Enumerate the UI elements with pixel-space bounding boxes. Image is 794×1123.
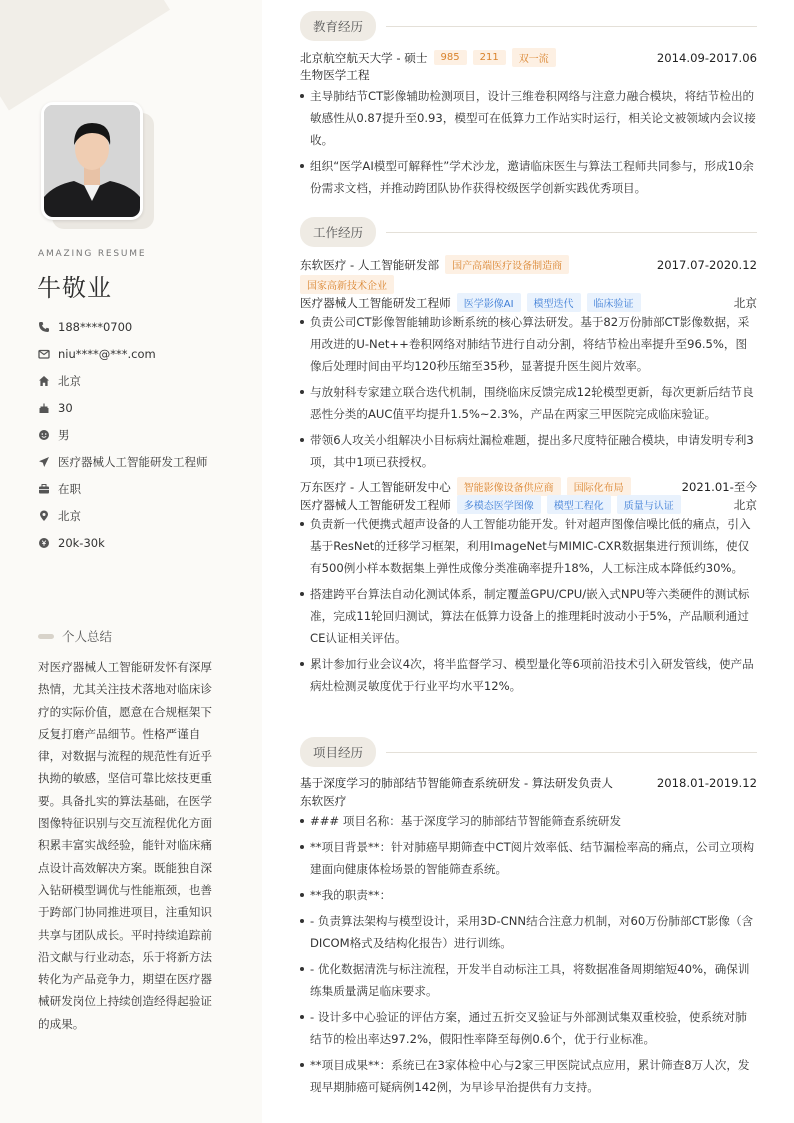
sidebar (0, 0, 262, 1123)
summary-title: 个人总结 (62, 629, 113, 644)
work-section-heading (300, 217, 757, 247)
portrait-image (44, 105, 140, 217)
projects-section-heading (300, 737, 757, 767)
job-1-bullet: 带领6人攻关小组解决小目标病灶漏检难题，提出多尺度特征融合模块，申请发明专利3项，其中1项已获授权。 (300, 429, 757, 473)
info-salary (38, 529, 208, 556)
job-1-bullet: 负责公司CT影像智能辅助诊断系统的核心算法研发。基于82万份肺部CT影像数据，采用改进的U-Net++卷积网络对肺结节进行自动分割，将结节检出率提升至96.5%，图像后处理时间由平均120秒压缩至35秒，显著提升医生阅片效率。 (300, 311, 757, 377)
education-bullets (300, 85, 757, 203)
job-1-role-tag: 医学影像AI (457, 293, 521, 312)
job-2-company: 万东医疗 - 人工智能研发中心 (300, 479, 451, 494)
mail-icon (38, 348, 50, 360)
project-org-row (300, 793, 757, 809)
cake-icon (38, 402, 50, 414)
education-section-title: 教育经历 (300, 11, 376, 41)
job-2-city: 北京 (733, 497, 757, 512)
summary-heading-bar (38, 634, 54, 639)
location-pin-icon (38, 510, 50, 522)
job-1-role: 医疗器械人工智能研发工程师 (300, 295, 451, 310)
job-1-company-tag: 国产高端医疗设备制造商 (445, 255, 569, 274)
section-divider (386, 26, 757, 27)
gender-icon (38, 429, 50, 441)
education-major-row (300, 67, 757, 83)
job-2-bullet: 累计参加行业会议4次，将半监督学习、模型量化等6项前沿技术引入研发管线，使产品病灶检测灵敏度优于行业平均水平12%。 (300, 653, 757, 697)
job-2-role-tag: 模型工程化 (547, 495, 611, 514)
project-bullet: **项目成果**：系统已在3家体检中心与2家三甲医院试点应用，累计筛查8万人次，发现早期肺癌可疑病例142例，为早诊早治提供有力支持。 (300, 1054, 757, 1098)
job-1-bullet: 与放射科专家建立联合迭代机制，围绕临床反馈完成12轮模型更新，每次更新后结节良恶性分类的AUC值平均提升1.5%~2.3%，产品在两家三甲医院完成临床验证。 (300, 381, 757, 425)
project-name: 基于深度学习的肺部结节智能筛查系统研发 - 算法研发负责人 (300, 776, 613, 790)
job-2-bullet: 负责新一代便携式超声设备的人工智能功能开发。针对超声图像信噪比低的痛点，引入基于ResNet的迁移学习框架，利用ImageNet与MIMIC-CXR数据集进行预训练，使仅有500例小样本数据集上弹性成像分类准确率提升18%，人工标注成本降低约30%。 (300, 513, 757, 579)
info-gender-text: 男 (58, 427, 70, 442)
info-status (38, 475, 208, 502)
job-1-role-row (300, 293, 757, 312)
info-target-city-text: 北京 (58, 508, 81, 523)
project-bullet: **我的职责**： (300, 884, 757, 906)
education-major: 生物医学工程 (300, 68, 370, 82)
job-2-role-tag: 质量与认证 (617, 495, 681, 514)
job-2-role-tag: 多模态医学图像 (457, 495, 541, 514)
profile-photo (41, 102, 143, 220)
job-2-role-row (300, 495, 757, 514)
project-bullet: ### 项目名称：基于深度学习的肺部结节智能筛查系统研发 (300, 810, 757, 832)
info-status-text: 在职 (58, 481, 81, 496)
info-target-city (38, 502, 208, 529)
job-2-role: 医疗器械人工智能研发工程师 (300, 497, 451, 512)
project-bullet: **项目背景**：针对肺癌早期筛查中CT阅片效率低、结节漏检率高的痛点，公司立项构建面向健康体检场景的智能筛查系统。 (300, 836, 757, 880)
job-1-company-tag-row (300, 275, 757, 294)
info-phone-text: 188****0700 (58, 319, 133, 334)
education-period: 2014.09-2017.06 (656, 50, 757, 65)
job-2-period: 2021.01-至今 (681, 479, 757, 494)
project-bullet: - 设计多中心验证的评估方案，通过五折交叉验证与外部测试集双重校验，使系统对肺结节的检出率达97.2%，假阳性率降至每例0.6个，优于行业标准。 (300, 1006, 757, 1050)
projects-section-title: 项目经历 (300, 737, 376, 767)
project-bullets (300, 810, 757, 1102)
info-residence (38, 367, 208, 394)
info-target-position-text: 医疗器械人工智能研发工程师 (58, 454, 208, 469)
info-residence-text: 北京 (58, 373, 81, 388)
education-school: 北京航空航天大学 - 硕士 (300, 50, 428, 65)
job-1-bullets (300, 311, 757, 477)
info-gender (38, 421, 208, 448)
education-tag: 双一流 (512, 48, 556, 67)
job-1-company: 东软医疗 - 人工智能研发部 (300, 257, 440, 272)
education-tag: 985 (434, 50, 467, 65)
job-2-company-tag: 国际化布局 (567, 477, 631, 496)
job-2-company-row (300, 477, 757, 496)
phone-icon (38, 321, 50, 333)
education-bullet: 组织“医学AI模型可解释性”学术沙龙，邀请临床医生与算法工程师共同参与，形成10余份需求文档，并推动跨团队协作获得校级医学创新实践优秀项目。 (300, 155, 757, 199)
home-icon (38, 375, 50, 387)
info-email-text: niu****@***.com (58, 346, 156, 361)
salary-icon (38, 537, 50, 549)
info-age-text: 30 (58, 400, 73, 415)
info-age (38, 394, 208, 421)
education-bullet: 主导肺结节CT影像辅助检测项目，设计三维卷积网络与注意力融合模块，将结节检出的敏感性从0.87提升至0.93，模型可在低算力工作站实时运行，相关论文被领域内会议接收。 (300, 85, 757, 151)
summary-text: 对医疗器械人工智能研发怀有深厚热情，尤其关注技术落地对临床诊疗的实际价值，愿意在合规框架下反复打磨产品细节。性格严谨自律，对数据与流程的规范性有近乎执拗的敏感，坚信可靠比炫技更重要。具备扎实的算法基础，在医学图像特征识别与交互流程优化方面积累丰富实战经验，能针对临床痛点设计高效解决方案。既能独自深入钻研模型调优与性能瓶颈，也善于跨部门协同推进项目，注重知识共享与团队成长。平时持续追踪前沿文献与行业动态，乐于将新方法转化为产品竞争力，期望在医疗器械研发岗位上持续创造经得起验证的成果。 (38, 660, 212, 1031)
job-1-role-tag: 临床验证 (587, 293, 641, 312)
resume-tagline: AMAZING RESUME (38, 249, 147, 259)
info-salary-text: 20k-30k (58, 535, 105, 550)
education-section-heading (300, 11, 757, 41)
job-1-period: 2017.07-2020.12 (656, 257, 757, 272)
project-title-row (300, 775, 757, 791)
job-1-company-row (300, 255, 757, 274)
job-1-role-tag: 模型迭代 (527, 293, 581, 312)
work-section-title: 工作经历 (300, 217, 376, 247)
briefcase-icon (38, 483, 50, 495)
contact-info-list (38, 313, 208, 556)
section-divider (386, 752, 757, 753)
info-email (38, 340, 208, 367)
info-target-position (38, 448, 208, 475)
project-period: 2018.01-2019.12 (656, 776, 757, 790)
section-divider (386, 232, 757, 233)
job-2-company-tag: 智能影像设备供应商 (457, 477, 561, 496)
job-2-bullets (300, 513, 757, 701)
candidate-name: 牛敬业 (37, 274, 112, 302)
job-2-bullet: 搭建跨平台算法自动化测试体系，制定覆盖GPU/CPU/嵌入式NPU等六类硬件的测试标准，完成11轮回归测试，算法在低算力设备上的推理耗时波动小于5%，产品顺利通过CE认证相关评估。 (300, 583, 757, 649)
job-1-company-tag: 国家高新技术企业 (300, 275, 394, 294)
project-org: 东软医疗 (300, 794, 347, 808)
info-phone (38, 313, 208, 340)
summary-heading (38, 627, 112, 645)
education-tag: 211 (473, 50, 506, 65)
job-1-city: 北京 (733, 295, 757, 310)
decorative-corner-shape (0, 0, 170, 110)
project-bullet: - 负责算法架构与模型设计，采用3D-CNN结合注意力机制，对60万份肺部CT影像（含DICOM格式及结构化报告）进行训练。 (300, 910, 757, 954)
send-icon (38, 456, 50, 468)
project-bullet: - 优化数据清洗与标注流程，开发半自动标注工具，将数据准备周期缩短40%，确保训练集质量满足临床要求。 (300, 958, 757, 1002)
education-school-row (300, 48, 757, 67)
